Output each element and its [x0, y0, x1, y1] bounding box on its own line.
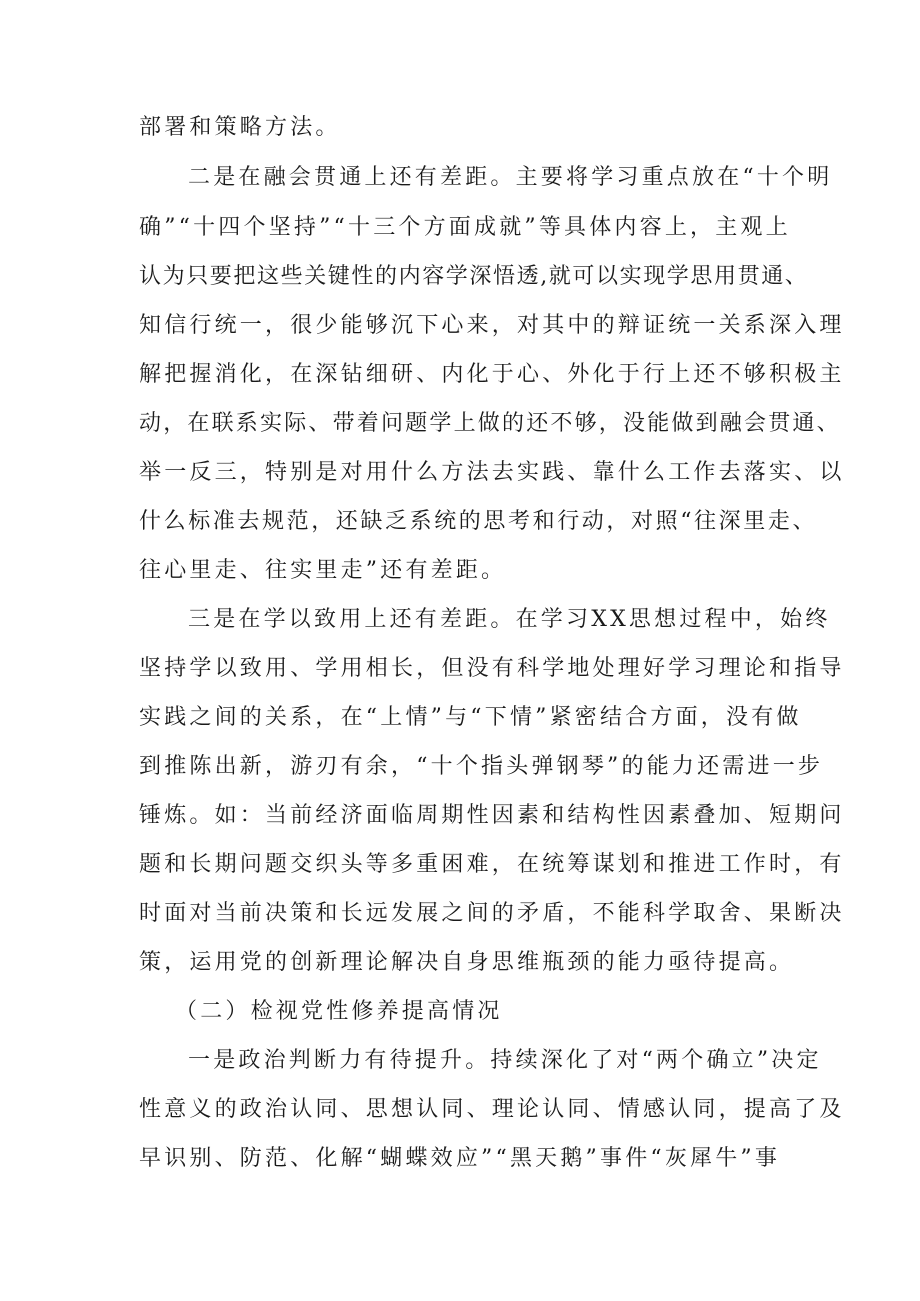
- text-line: 解把握消化，在深钻细研、内化于心、外化于行上还不够积极主: [139, 362, 845, 387]
- text-line: 性意义的政治认同、思想认同、理论认同、情感认同，提高了及: [139, 1097, 845, 1122]
- paragraph-start-line: 二是在融会贯通上还有差距。主要将学习重点放在“十个明: [188, 165, 833, 190]
- text-line: 确”“十四个坚持”“十三个方面成就”等具体内容上，主观上: [139, 215, 791, 240]
- text-line: 往心里走、往实里走”还有差距。: [139, 558, 507, 583]
- text-line: 题和长期问题交织头等多重困难，在统筹谋划和推进工作时，有: [139, 852, 845, 877]
- section-heading: （二）检视党性修养提高情况: [175, 999, 503, 1024]
- text-line: 知信行统一，很少能够沉下心来，对其中的辩证统一关系深入理: [139, 313, 845, 338]
- paragraph-start-line: 三是在学以致用上还有差距。在学习XX思想过程中，始终: [188, 607, 831, 632]
- text-line: 时面对当前决策和长远发展之间的矛盾，不能科学取舍、果断决: [139, 901, 845, 926]
- text-line: 什么标准去规范，还缺乏系统的思考和行动，对照“往深里走、: [139, 509, 818, 534]
- text-line: 认为只要把这些关键性的内容学深悟透,就可以实现学思用贯通、: [139, 264, 809, 289]
- paragraph-start-line: 一是政治判断力有待提升。持续深化了对“两个确立”决定: [188, 1048, 822, 1073]
- text-line: 锤炼。如：当前经济面临周期性因素和结构性因素叠加、短期问: [139, 803, 845, 828]
- text-line: 坚持学以致用、学用相长，但没有科学地处理好学习理论和指导: [139, 656, 845, 681]
- text-line: 实践之间的关系，在“上情”与“下情”紧密结合方面，没有做: [139, 705, 802, 730]
- text-line: 部署和策略方法。: [139, 115, 341, 140]
- text-line: 到推陈出新，游刃有余，“十个指头弹钢琴”的能力还需进一步: [139, 754, 824, 779]
- text-line: 动，在联系实际、带着问题学上做的还不够，没能做到融会贯通、: [139, 411, 841, 436]
- text-line: 举一反三，特别是对用什么方法去实践、靠什么工作去落实、以: [139, 460, 845, 485]
- text-line: 策，运用党的创新理论解决自身思维瓶颈的能力亟待提高。: [139, 950, 795, 975]
- text-line: 早识别、防范、化解“蝴蝶效应”“黑天鹅”事件“灰犀牛”事: [139, 1146, 781, 1171]
